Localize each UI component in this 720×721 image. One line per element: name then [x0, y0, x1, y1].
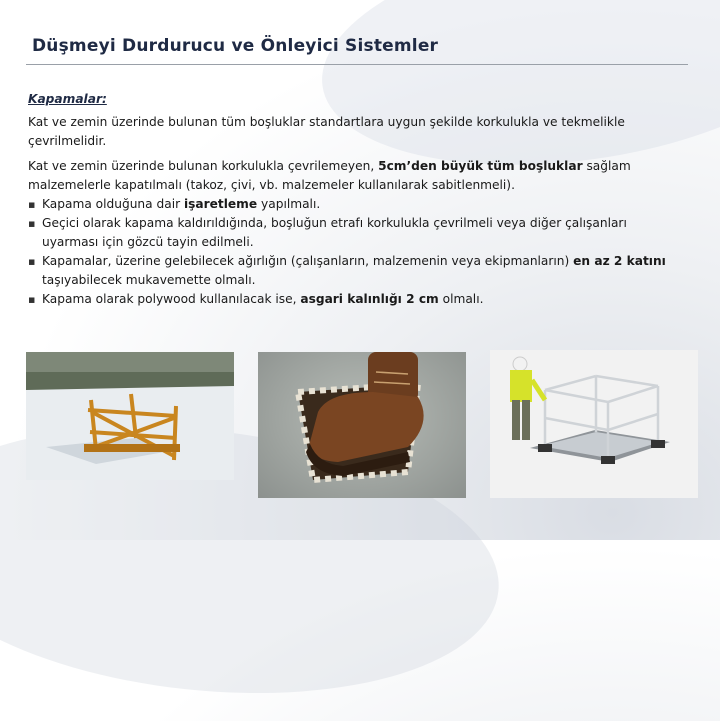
boot-stepping-hole-photo	[258, 352, 466, 498]
bullet-item: ▪ Kapama olarak polywood kullanılacak ise, asgari kalınlığı 2 cm olmalı.	[28, 290, 678, 309]
bullet-item: ▪ Geçici olarak kapama kaldırıldığında, boşluğun etrafı korkulukla çevrilmeli veya diğer çalışanları uyarması için gözcü tayin edilmeli.	[28, 214, 678, 252]
paragraph-1: Kat ve zemin üzerinde bulunan tüm boşluklar standartlara uygun şekilde korkulukla ve tekmelikle çevrilmelidir.	[28, 115, 625, 148]
paragraph-2: Kat ve zemin üzerinde bulunan korkulukla çevrilemeyen, 5cm’den büyük tüm boşluklar sağlam malzemelerle kapatılmalı (takoz, çivi, vb. malzemeler kullanılarak sabitlenmeli).	[28, 159, 631, 192]
bullet-item: ▪ Kapama olduğuna dair işaretleme yapılmalı.	[28, 195, 678, 214]
bullet-item: ▪ Kapamalar, üzerine gelebilecek ağırlığın (çalışanların, malzemenin veya ekipmanların) en az 2 katını taşıyabilecek mukavemette olmalı.	[28, 252, 678, 290]
slide-body	[28, 90, 678, 309]
bullet-list	[28, 195, 678, 309]
title-divider	[26, 64, 688, 65]
wooden-guardrail-photo	[26, 352, 234, 480]
section-subtitle: Kapamalar:	[28, 92, 107, 106]
slide-title: Düşmeyi Durdurucu ve Önleyici Sistemler	[32, 36, 439, 56]
guarded-floor-opening-photo	[490, 350, 698, 498]
